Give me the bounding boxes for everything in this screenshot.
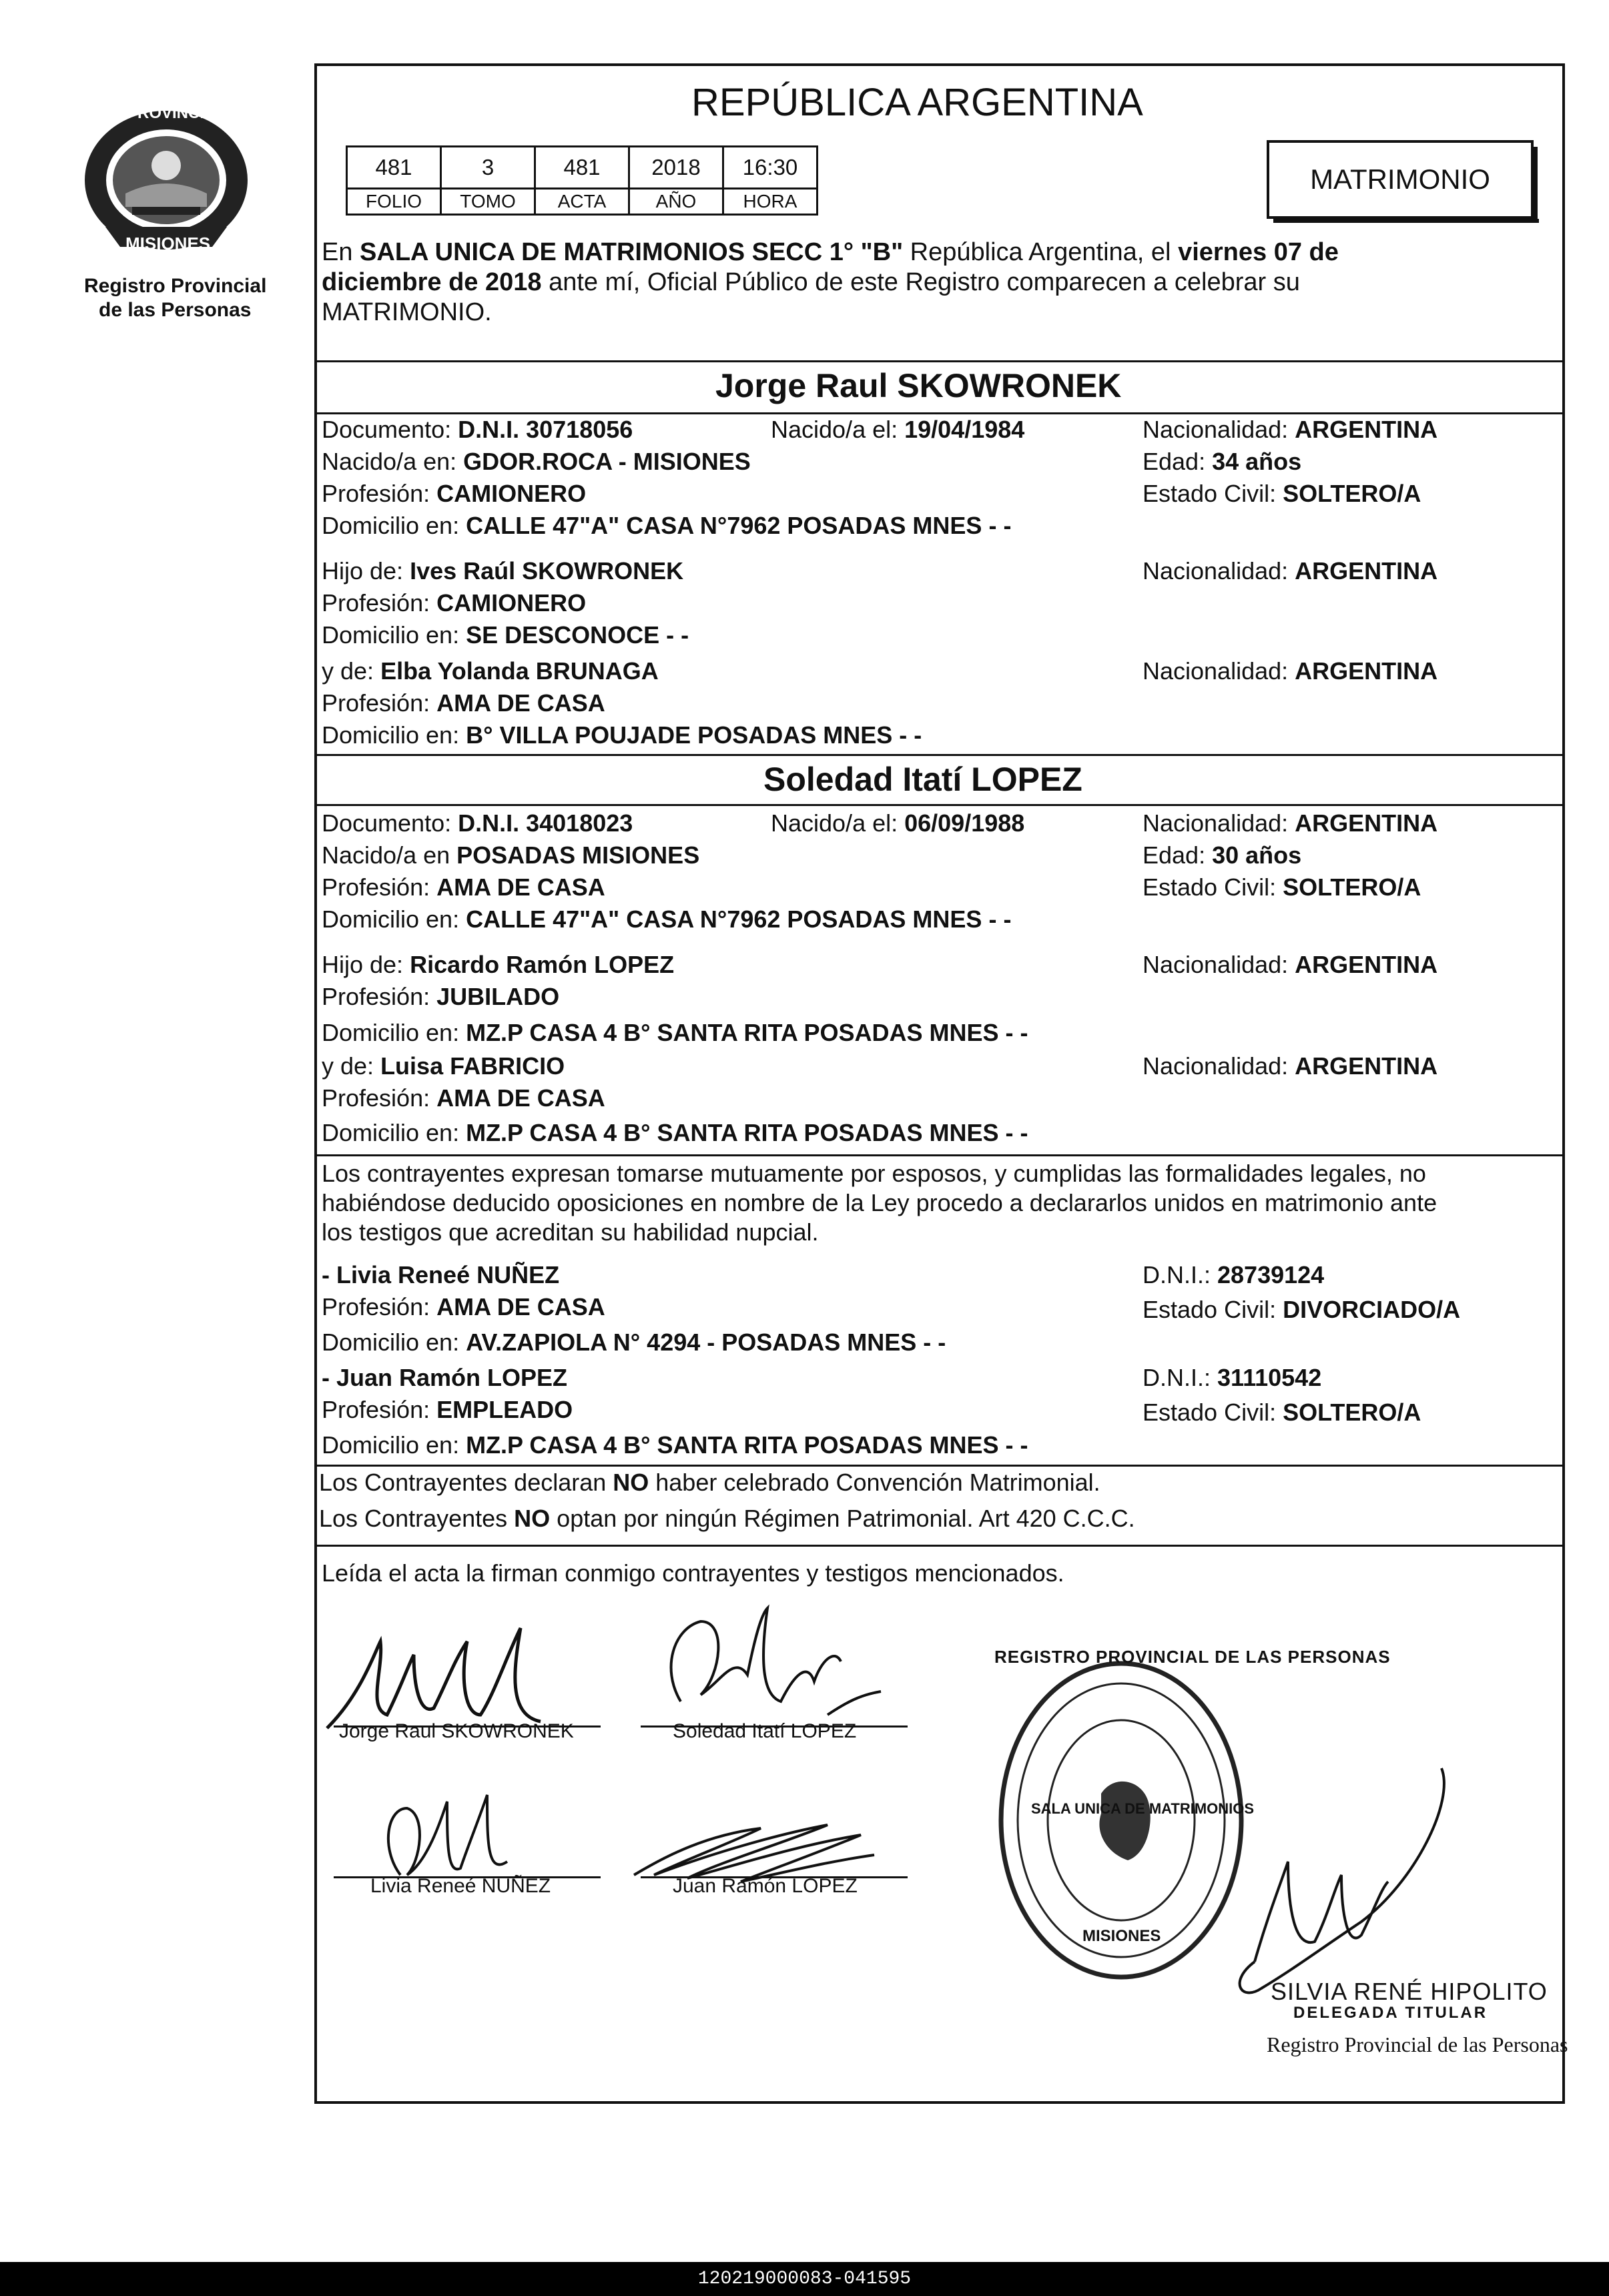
divider-3 xyxy=(314,754,1565,756)
divider-6 xyxy=(314,1465,1565,1467)
regime-line1: Los Contrayentes declaran NO haber celebrado Convención Matrimonial. xyxy=(319,1469,1100,1496)
spouse2-age: Edad: 30 años xyxy=(1143,841,1302,869)
witness2-home: Domicilio en: MZ.P CASA 4 B° SANTA RITA POSADAS MNES - - xyxy=(322,1431,1028,1459)
folio-label: FOLIO xyxy=(347,189,441,215)
spouse1-mother-home: Domicilio en: B° VILLA POUJADE POSADAS MNES - - xyxy=(322,721,922,749)
spouse2-mother-profession: Profesión: AMA DE CASA xyxy=(322,1084,605,1112)
emblem-top-text: PROVINCIA DE xyxy=(127,104,242,122)
anio-label: AÑO xyxy=(629,189,723,215)
record-meta-table xyxy=(346,145,818,216)
signature-2-icon xyxy=(661,1601,888,1728)
signature-3-name: Livia Reneé NUÑEZ xyxy=(370,1875,551,1897)
divider-5 xyxy=(314,1154,1565,1156)
footer-barcode-bar xyxy=(0,2262,1609,2296)
spouse1-name: Jorge Raul SKOWRONEK xyxy=(715,367,1122,404)
anio-value: 2018 xyxy=(629,147,723,189)
signature-1-icon xyxy=(320,1615,561,1735)
hora-value: 16:30 xyxy=(723,147,818,189)
spouse1-father-home: Domicilio en: SE DESCONOCE - - xyxy=(322,621,689,649)
divider-2 xyxy=(314,412,1565,414)
tomo-label: TOMO xyxy=(441,189,535,215)
officer-org: Registro Provincial de las Personas xyxy=(1267,2032,1568,2056)
spouse1-father-profession: Profesión: CAMIONERO xyxy=(322,589,587,617)
divider-7 xyxy=(314,1545,1565,1547)
acta-value: 481 xyxy=(535,147,629,189)
emblem-bottom-text: MISIONES xyxy=(125,234,211,254)
spouse2-doc: Documento: D.N.I. 34018023 xyxy=(322,809,633,837)
regime-line2: Los Contrayentes NO optan por ningún Régimen Patrimonial. Art 420 C.C.C. xyxy=(319,1505,1135,1532)
record-type: MATRIMONIO xyxy=(1310,163,1490,195)
witness2-dni: D.N.I.: 31110542 xyxy=(1143,1364,1322,1391)
divider-4 xyxy=(314,804,1565,806)
spouse1-born-on: Nacido/a el: 19/04/1984 xyxy=(771,416,1025,443)
seal-outer-text: REGISTRO PROVINCIAL DE LAS PERSONAS xyxy=(994,1647,1391,1667)
spouse1-father-nationality: Nacionalidad: ARGENTINA xyxy=(1143,557,1438,585)
signature-4-name: Juan Ramón LOPEZ xyxy=(673,1875,858,1897)
witness2-profession: Profesión: EMPLEADO xyxy=(322,1396,573,1423)
witness2-name: - Juan Ramón LOPEZ xyxy=(322,1364,568,1391)
divider-1 xyxy=(314,360,1565,362)
seal-bottom-text: MISIONES xyxy=(1082,1927,1161,1945)
signature-1-name: Jorge Raul SKOWRONEK xyxy=(339,1720,574,1742)
spouse2-father-profession: Profesión: JUBILADO xyxy=(322,983,560,1010)
spouse2-nationality: Nacionalidad: ARGENTINA xyxy=(1143,809,1438,837)
spouse1-mother-nationality: Nacionalidad: ARGENTINA xyxy=(1143,657,1438,685)
witness1-civil: Estado Civil: DIVORCIADO/A xyxy=(1143,1296,1461,1323)
acta-label: ACTA xyxy=(535,189,629,215)
spouse1-doc: Documento: D.N.I. 30718056 xyxy=(322,416,633,443)
spouse1-age: Edad: 34 años xyxy=(1143,448,1302,475)
officer-signature-icon xyxy=(1161,1748,1508,2015)
spouse2-born-in: Nacido/a en POSADAS MISIONES xyxy=(322,841,700,869)
witness2-civil: Estado Civil: SOLTERO/A xyxy=(1143,1399,1421,1426)
spouse1-mother: y de: Elba Yolanda BRUNAGA xyxy=(322,657,659,685)
intro-paragraph: En SALA UNICA DE MATRIMONIOS SECC 1° "B" República Argentina, el viernes 07 de diciembre de 2018 ante mí, Oficial Público de este Registro comparecen a celebrar su MATRIMONIO. xyxy=(322,238,1339,326)
spouse2-profession: Profesión: AMA DE CASA xyxy=(322,873,605,901)
spouse1-home: Domicilio en: CALLE 47"A" CASA N°7962 POSADAS MNES - - xyxy=(322,512,1012,539)
spouse2-mother: y de: Luisa FABRICIO xyxy=(322,1052,565,1080)
witness1-home: Domicilio en: AV.ZAPIOLA N° 4294 - POSADAS MNES - - xyxy=(322,1328,946,1356)
officer-name: SILVIA RENÉ HIPOLITO xyxy=(1271,1978,1548,2005)
spouse2-father-home: Domicilio en: MZ.P CASA 4 B° SANTA RITA POSADAS MNES - - xyxy=(322,1019,1028,1046)
spouse2-mother-nationality: Nacionalidad: ARGENTINA xyxy=(1143,1052,1438,1080)
spouse1-nationality: Nacionalidad: ARGENTINA xyxy=(1143,416,1438,443)
footer-code: 120219000083-041595 xyxy=(697,2269,912,2289)
declaration-paragraph: Los contrayentes expresan tomarse mutuamente por esposos, y cumplidas las formalidades legales, no habiéndose deducido oposiciones en nombre de la Ley procedo a declararlos unidos en matrimonio ante los testigos que acreditan su habilidad nupcial. xyxy=(322,1160,1437,1246)
folio-value: 481 xyxy=(347,147,441,189)
spouse2-civil: Estado Civil: SOLTERO/A xyxy=(1143,873,1421,901)
spouse2-born-on: Nacido/a el: 06/09/1988 xyxy=(771,809,1025,837)
spouse1-born-in: Nacido/a en: GDOR.ROCA - MISIONES xyxy=(322,448,751,475)
record-type-box xyxy=(1267,140,1534,219)
officer-title: DELEGADA TITULAR xyxy=(1293,2004,1488,2022)
logo-caption-line2: de las Personas xyxy=(99,299,252,321)
hora-label: HORA xyxy=(723,189,818,215)
page-title: REPÚBLICA ARGENTINA xyxy=(691,81,1143,124)
spouse1-mother-profession: Profesión: AMA DE CASA xyxy=(322,689,605,717)
spouse2-father-nationality: Nacionalidad: ARGENTINA xyxy=(1143,951,1438,978)
logo-caption-line1: Registro Provincial xyxy=(84,275,267,297)
spouse1-father: Hijo de: Ives Raúl SKOWRONEK xyxy=(322,557,684,585)
spouse2-home: Domicilio en: CALLE 47"A" CASA N°7962 POSADAS MNES - - xyxy=(322,905,1012,933)
spouse2-name: Soledad Itatí LOPEZ xyxy=(763,761,1082,798)
witness1-profession: Profesión: AMA DE CASA xyxy=(322,1293,605,1320)
signature-2-name: Soledad Itatí LOPEZ xyxy=(673,1720,857,1742)
spouse2-mother-home: Domicilio en: MZ.P CASA 4 B° SANTA RITA POSADAS MNES - - xyxy=(322,1119,1028,1146)
tomo-value: 3 xyxy=(441,147,535,189)
witness1-dni: D.N.I.: 28739124 xyxy=(1143,1261,1325,1288)
spouse2-father: Hijo de: Ricardo Ramón LOPEZ xyxy=(322,951,675,978)
seal-inner-text: SALA UNICA DE MATRIMONIOS xyxy=(1031,1800,1255,1817)
witness1-name: - Livia Reneé NUÑEZ xyxy=(322,1261,560,1288)
spouse1-profession: Profesión: CAMIONERO xyxy=(322,480,587,507)
spouse1-civil: Estado Civil: SOLTERO/A xyxy=(1143,480,1421,507)
closing-statement: Leída el acta la firman conmigo contrayentes y testigos mencionados. xyxy=(322,1559,1064,1587)
province-emblem-icon xyxy=(79,104,254,254)
signature-3-icon xyxy=(374,1788,534,1888)
